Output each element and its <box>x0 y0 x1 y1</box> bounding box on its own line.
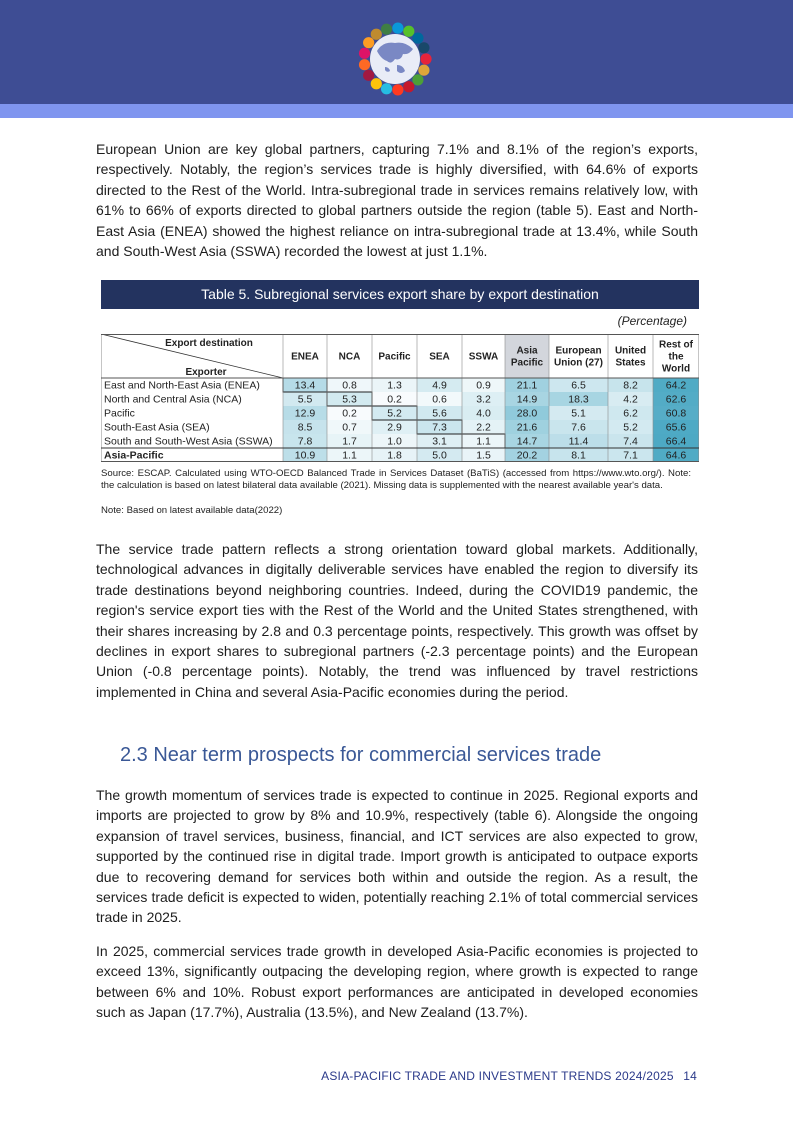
table-cell: 66.4 <box>665 435 687 448</box>
page-number: 14 <box>683 1069 697 1083</box>
corner-label-exporter: Exporter <box>185 367 227 378</box>
table-cell: 21.1 <box>516 379 538 392</box>
table-cell: 1.3 <box>387 379 402 392</box>
table-cell: 2.9 <box>387 421 402 434</box>
table-cell: 5.5 <box>297 393 313 406</box>
column-header-3: SEA <box>429 351 450 363</box>
table-cell: 4.9 <box>432 379 447 392</box>
header-accent-strip <box>0 104 793 118</box>
table-cell: 6.5 <box>571 379 586 392</box>
table-cell: 1.7 <box>342 435 357 448</box>
table-cell: 14.7 <box>516 435 538 448</box>
table-cell: 0.2 <box>387 393 402 406</box>
table-cell: 20.2 <box>516 449 538 462</box>
table-cell: 1.8 <box>387 449 402 462</box>
table-data-note: Note: Based on latest available data(2022) <box>101 505 283 516</box>
row-label-1: North and Central Asia (NCA) <box>104 393 242 406</box>
table-cell: 21.6 <box>516 421 538 434</box>
column-header-0: ENEA <box>291 351 319 363</box>
footer-title: ASIA-PACIFIC TRADE AND INVESTMENT TRENDS 2024/2025 <box>321 1069 674 1083</box>
table-cell: 11.4 <box>568 435 589 448</box>
column-header-2: Pacific <box>378 351 411 363</box>
table-cell: 8.2 <box>623 379 638 392</box>
table-cell: 7.8 <box>297 435 313 448</box>
table-cell: 62.6 <box>665 393 687 406</box>
table-cell: 7.6 <box>571 421 586 434</box>
table-cell: 28.0 <box>516 407 538 420</box>
page-footer <box>315 1069 697 1083</box>
column-header-1: NCA <box>338 351 361 363</box>
table-cell: 5.0 <box>432 449 447 462</box>
table-cell: 1.1 <box>342 449 357 462</box>
table-cell: 6.2 <box>623 407 638 420</box>
table-cell: 0.9 <box>476 379 491 392</box>
table-cell: 5.1 <box>571 407 586 420</box>
table-cell: 0.2 <box>342 407 357 420</box>
column-header-4: SSWA <box>468 351 499 363</box>
column-header-7: United States <box>614 345 647 369</box>
table-cell: 4.0 <box>476 407 491 420</box>
row-label-2: Pacific <box>104 407 135 420</box>
table-cell: 8.1 <box>571 449 586 462</box>
table-cell: 10.9 <box>294 449 316 462</box>
corner-label-destination: Export destination <box>165 338 253 349</box>
table-cell: 14.9 <box>516 393 538 406</box>
table-cell: 65.6 <box>665 421 687 434</box>
table-cell: 64.2 <box>665 379 687 392</box>
asia-pacific-globe-logo-icon <box>357 21 433 97</box>
table-cell: 4.2 <box>623 393 638 406</box>
paragraph-growth-momentum: The growth momentum of services trade is expected to continue in 2025. Regional exports and imports are projected to grow by 8% and 10.9%, respectively (table 6). Alongside the ongoing expansion of travel services, business, financial, and ICT services are also expected to grow, supported by the continued rise in digital trade. Import growth is anticipated to outpace exports due to recovering demand for services both within and outside the region. As a result, the services trade deficit is expected to widen, potentially reaching 2.1% of total commercial services trade in 2025. <box>96 787 698 926</box>
row-label-3: South-East Asia (SEA) <box>104 421 210 434</box>
table-cell: 7.1 <box>623 449 638 462</box>
table-cell: 60.8 <box>665 407 687 420</box>
table-cell: 1.0 <box>387 435 402 448</box>
table-cell: 13.4 <box>294 379 316 392</box>
row-label-4: South and South-West Asia (SSWA) <box>104 435 273 448</box>
table-cell: 0.8 <box>342 379 357 392</box>
table-cell: 3.1 <box>432 435 447 448</box>
table-cell: 8.5 <box>297 421 313 434</box>
table-source-note: Source: ESCAP. Calculated using WTO-OECD Balanced Trade in Services Dataset (BaTiS) (accessed from https://www.wto.org/). Note: the calculation is based on latest bilateral data available (2021). Missing data is supplemented with the nearest available year's data. <box>101 468 691 491</box>
table-cell: 5.3 <box>342 393 357 406</box>
export-share-table <box>101 334 699 462</box>
table-cell: 0.6 <box>432 393 447 406</box>
table-cell: 18.3 <box>568 393 589 406</box>
table-cell: 5.2 <box>623 421 638 434</box>
row-label-5: Asia-Pacific <box>104 449 164 462</box>
row-label-0: East and North-East Asia (ENEA) <box>104 379 260 392</box>
table-cell: 7.4 <box>623 435 638 448</box>
table-cell: 64.6 <box>665 449 687 462</box>
table-cell: 1.5 <box>476 449 491 462</box>
table-unit-label: (Percentage) <box>617 314 687 328</box>
table-cell: 7.3 <box>432 421 447 434</box>
paragraph-service-trade-pattern: The service trade pattern reflects a strong orientation toward global markets. Additionally, technological advances in digitally deliverable services have enabled the region to diversify its trade destinations beyond neighboring countries. Indeed, during the COVID19 pandemic, the region's service export ties with the Rest of the World and the United States strengthened, with their shares increasing by 2.8 and 0.3 percentage points, respectively. This growth was offset by declines in export shares to subregional partners (-2.3 percentage points) and the European Union (-0.8 percentage points). Notably, the trend was influenced by travel restrictions implemented in China and several Asia-Pacific economies during the period. <box>96 541 698 700</box>
table-cell: 1.1 <box>476 435 491 448</box>
table-cell: 5.6 <box>432 407 447 420</box>
paragraph-intro: European Union are key global partners, capturing 7.1% and 8.1% of the region’s exports, respectively. Notably, the region’s services trade is highly diversified, with 64.6% of exports directed to the Rest of the World. Intra-subregional trade in services remains relatively low, with 61% to 66% of exports directed to global partners outside the region (table 5). East and North-East Asia (ENEA) showed the highest reliance on intra-subregional trade at 13.4%, while South and South-West Asia (SSWA) recorded the lowest at just 1.1%. <box>96 141 698 260</box>
table-cell: 12.9 <box>294 407 316 420</box>
table-cell: 3.2 <box>476 393 491 406</box>
table-cell: 5.2 <box>387 407 402 420</box>
column-header-8: Rest of the World <box>659 339 693 375</box>
column-header-6: European Union (27) <box>554 345 603 369</box>
table-cell: 0.7 <box>342 421 357 434</box>
table-title: Table 5. Subregional services export share by export destination <box>101 280 699 309</box>
paragraph-developed-economies: In 2025, commercial services trade growth in developed Asia-Pacific economies is projected to exceed 13%, significantly outpacing the developing region, where growth is expected to range between 6% and 10%. Robust export performances are anticipated in developed economies such as Japan (17.7%), Australia (13.5%), and New Zealand (13.7%). <box>96 943 698 1021</box>
section-heading: 2.3 Near term prospects for commercial services trade <box>120 744 602 766</box>
table-cell: 2.2 <box>476 421 491 434</box>
column-header-5: Asia Pacific <box>510 345 544 369</box>
